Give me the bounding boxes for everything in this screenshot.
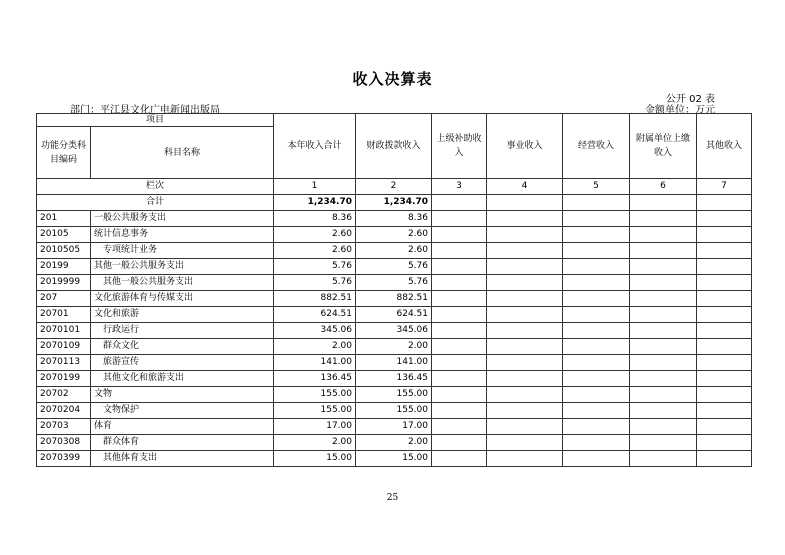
empty-cell xyxy=(487,227,563,243)
index-num: 1 xyxy=(274,179,356,195)
subject-code: 2070308 xyxy=(37,435,91,451)
table-row xyxy=(37,451,752,467)
total-income: 8.36 xyxy=(274,211,356,227)
fiscal-income: 5.76 xyxy=(356,259,432,275)
subject-code: 201 xyxy=(37,211,91,227)
total-income: 882.51 xyxy=(274,291,356,307)
empty-cell xyxy=(630,355,697,371)
page-number: 25 xyxy=(386,493,399,503)
empty-cell xyxy=(487,211,563,227)
index-num: 4 xyxy=(487,179,563,195)
empty-cell xyxy=(563,243,630,259)
subject-code: 20199 xyxy=(37,259,91,275)
empty-cell xyxy=(630,323,697,339)
total-income: 155.00 xyxy=(274,387,356,403)
table-row xyxy=(37,227,752,243)
total-value: 1,234.70 xyxy=(274,195,356,211)
fiscal-income: 2.00 xyxy=(356,435,432,451)
fiscal-income: 2.60 xyxy=(356,243,432,259)
table-row xyxy=(37,339,752,355)
total-income: 2.60 xyxy=(274,243,356,259)
empty-cell xyxy=(432,307,487,323)
empty-cell xyxy=(487,323,563,339)
empty-cell xyxy=(432,403,487,419)
empty-cell xyxy=(630,403,697,419)
index-num: 5 xyxy=(563,179,630,195)
empty-cell xyxy=(432,291,487,307)
index-num: 6 xyxy=(630,179,697,195)
empty-cell xyxy=(630,211,697,227)
department-label: 部门：平江县文化广电新闻出版局 xyxy=(70,105,220,116)
empty-cell xyxy=(432,323,487,339)
empty-cell xyxy=(630,259,697,275)
empty-cell xyxy=(563,227,630,243)
empty-cell xyxy=(487,259,563,275)
empty-cell xyxy=(697,355,752,371)
empty-cell xyxy=(432,355,487,371)
subject-code: 2010505 xyxy=(37,243,91,259)
fiscal-income: 17.00 xyxy=(356,419,432,435)
table-row xyxy=(37,371,752,387)
subject-code: 2019999 xyxy=(37,275,91,291)
empty-cell xyxy=(697,339,752,355)
index-label: 栏次 xyxy=(37,179,274,195)
empty-cell xyxy=(697,371,752,387)
subject-name: 其他体育支出 xyxy=(91,451,274,467)
empty-cell xyxy=(432,211,487,227)
empty-cell xyxy=(697,403,752,419)
form-code: 公开 02 表 xyxy=(665,94,715,105)
empty-cell xyxy=(563,371,630,387)
header-col2: 财政拨款收入 xyxy=(356,114,432,179)
total-income: 2.60 xyxy=(274,227,356,243)
empty-cell xyxy=(432,451,487,467)
empty-cell xyxy=(432,371,487,387)
total-income: 17.00 xyxy=(274,419,356,435)
fiscal-income: 15.00 xyxy=(356,451,432,467)
subject-code: 2070204 xyxy=(37,403,91,419)
subject-name: 一般公共服务支出 xyxy=(91,211,274,227)
subject-name: 行政运行 xyxy=(91,323,274,339)
header-subject-name: 科目名称 xyxy=(91,127,274,179)
empty-cell xyxy=(563,403,630,419)
fiscal-income: 345.06 xyxy=(356,323,432,339)
empty-cell xyxy=(697,259,752,275)
total-income: 5.76 xyxy=(274,275,356,291)
empty-cell xyxy=(432,227,487,243)
empty-cell xyxy=(563,291,630,307)
fiscal-income: 141.00 xyxy=(356,355,432,371)
empty-cell xyxy=(487,387,563,403)
empty-cell xyxy=(563,451,630,467)
empty-cell xyxy=(630,243,697,259)
subject-code: 2070199 xyxy=(37,371,91,387)
empty-cell xyxy=(697,451,752,467)
subject-code: 2070399 xyxy=(37,451,91,467)
fiscal-income: 5.76 xyxy=(356,275,432,291)
empty-cell xyxy=(432,259,487,275)
index-num: 7 xyxy=(697,179,752,195)
empty-cell xyxy=(563,355,630,371)
empty-cell xyxy=(432,419,487,435)
empty-cell xyxy=(487,291,563,307)
empty-cell xyxy=(630,307,697,323)
table-row xyxy=(37,291,752,307)
empty-cell xyxy=(432,339,487,355)
empty-cell xyxy=(432,435,487,451)
fiscal-income: 155.00 xyxy=(356,403,432,419)
subject-code: 2070101 xyxy=(37,323,91,339)
total-income: 5.76 xyxy=(274,259,356,275)
total-label: 合计 xyxy=(37,195,274,211)
header-item: 项目 xyxy=(37,114,274,127)
empty-cell xyxy=(697,243,752,259)
empty-cell xyxy=(697,323,752,339)
subject-code: 20701 xyxy=(37,307,91,323)
index-num: 2 xyxy=(356,179,432,195)
header-col7: 其他收入 xyxy=(697,114,752,179)
empty-cell xyxy=(432,275,487,291)
empty-cell xyxy=(563,435,630,451)
empty-cell xyxy=(630,227,697,243)
header-col3: 上级补助收入 xyxy=(432,114,487,179)
subject-code: 20702 xyxy=(37,387,91,403)
empty-cell xyxy=(697,307,752,323)
subject-code: 207 xyxy=(37,291,91,307)
subject-name: 专项统计业务 xyxy=(91,243,274,259)
table-row xyxy=(37,259,752,275)
empty-cell xyxy=(563,419,630,435)
empty-cell xyxy=(630,339,697,355)
header-col4: 事业收入 xyxy=(487,114,563,179)
subject-code: 2070109 xyxy=(37,339,91,355)
header-col1: 本年收入合计 xyxy=(274,114,356,179)
empty-cell xyxy=(432,243,487,259)
empty-cell xyxy=(487,307,563,323)
table-row xyxy=(37,275,752,291)
subject-name: 其他一般公共服务支出 xyxy=(91,259,274,275)
total-income: 345.06 xyxy=(274,323,356,339)
subject-code: 20105 xyxy=(37,227,91,243)
empty-cell xyxy=(487,451,563,467)
table-row xyxy=(37,211,752,227)
income-table xyxy=(36,113,752,467)
total-income: 155.00 xyxy=(274,403,356,419)
empty-cell xyxy=(487,403,563,419)
fiscal-income: 882.51 xyxy=(356,291,432,307)
empty-cell xyxy=(563,275,630,291)
total-income: 624.51 xyxy=(274,307,356,323)
total-income: 136.45 xyxy=(274,371,356,387)
subject-name: 群众文化 xyxy=(91,339,274,355)
table-row xyxy=(37,243,752,259)
subject-name: 文物保护 xyxy=(91,403,274,419)
subject-name: 文化旅游体育与传媒支出 xyxy=(91,291,274,307)
unit-label: 金额单位：万元 xyxy=(645,105,715,116)
subject-name: 旅游宣传 xyxy=(91,355,274,371)
empty-cell xyxy=(487,371,563,387)
empty-cell xyxy=(697,227,752,243)
empty-cell xyxy=(487,355,563,371)
fiscal-income: 8.36 xyxy=(356,211,432,227)
empty-cell xyxy=(630,419,697,435)
fiscal-income: 155.00 xyxy=(356,387,432,403)
empty-cell xyxy=(563,211,630,227)
total-row xyxy=(37,195,752,211)
fiscal-income: 2.00 xyxy=(356,339,432,355)
empty-cell xyxy=(630,435,697,451)
header-col6: 附属单位上缴收入 xyxy=(630,114,697,179)
empty-cell xyxy=(697,291,752,307)
fiscal-income: 624.51 xyxy=(356,307,432,323)
table-row xyxy=(37,355,752,371)
fiscal-income: 136.45 xyxy=(356,371,432,387)
empty-cell xyxy=(563,387,630,403)
empty-cell xyxy=(630,291,697,307)
empty-cell xyxy=(487,243,563,259)
fiscal-income: 2.60 xyxy=(356,227,432,243)
table-row xyxy=(37,323,752,339)
subject-code: 2070113 xyxy=(37,355,91,371)
subject-name: 文物 xyxy=(91,387,274,403)
table-row xyxy=(37,387,752,403)
empty-cell xyxy=(487,339,563,355)
empty-cell xyxy=(697,211,752,227)
empty-cell xyxy=(697,419,752,435)
empty-cell xyxy=(432,387,487,403)
subject-code: 20703 xyxy=(37,419,91,435)
empty-cell xyxy=(563,307,630,323)
empty-cell xyxy=(487,435,563,451)
empty-cell xyxy=(697,275,752,291)
empty-cell xyxy=(697,435,752,451)
header-func-code: 功能分类科目编码 xyxy=(37,127,91,179)
table-row xyxy=(37,435,752,451)
empty-cell xyxy=(697,387,752,403)
subject-name: 其他文化和旅游支出 xyxy=(91,371,274,387)
index-row xyxy=(37,179,752,195)
empty-cell xyxy=(563,323,630,339)
empty-cell xyxy=(630,275,697,291)
empty-cell xyxy=(630,371,697,387)
subject-name: 群众体育 xyxy=(91,435,274,451)
subject-name: 文化和旅游 xyxy=(91,307,274,323)
empty-cell xyxy=(630,451,697,467)
total-income: 2.00 xyxy=(274,435,356,451)
page-title: 收入决算表 xyxy=(352,70,433,88)
subject-name: 统计信息事务 xyxy=(91,227,274,243)
total-income: 15.00 xyxy=(274,451,356,467)
empty-cell xyxy=(563,339,630,355)
empty-cell xyxy=(487,419,563,435)
table-row xyxy=(37,403,752,419)
subject-name: 体育 xyxy=(91,419,274,435)
total-income: 141.00 xyxy=(274,355,356,371)
empty-cell xyxy=(630,387,697,403)
header-col5: 经营收入 xyxy=(563,114,630,179)
empty-cell xyxy=(563,259,630,275)
empty-cell xyxy=(487,275,563,291)
total-income: 2.00 xyxy=(274,339,356,355)
subject-name: 其他一般公共服务支出 xyxy=(91,275,274,291)
table-row xyxy=(37,307,752,323)
index-num: 3 xyxy=(432,179,487,195)
total-value: 1,234.70 xyxy=(356,195,432,211)
table-row xyxy=(37,419,752,435)
